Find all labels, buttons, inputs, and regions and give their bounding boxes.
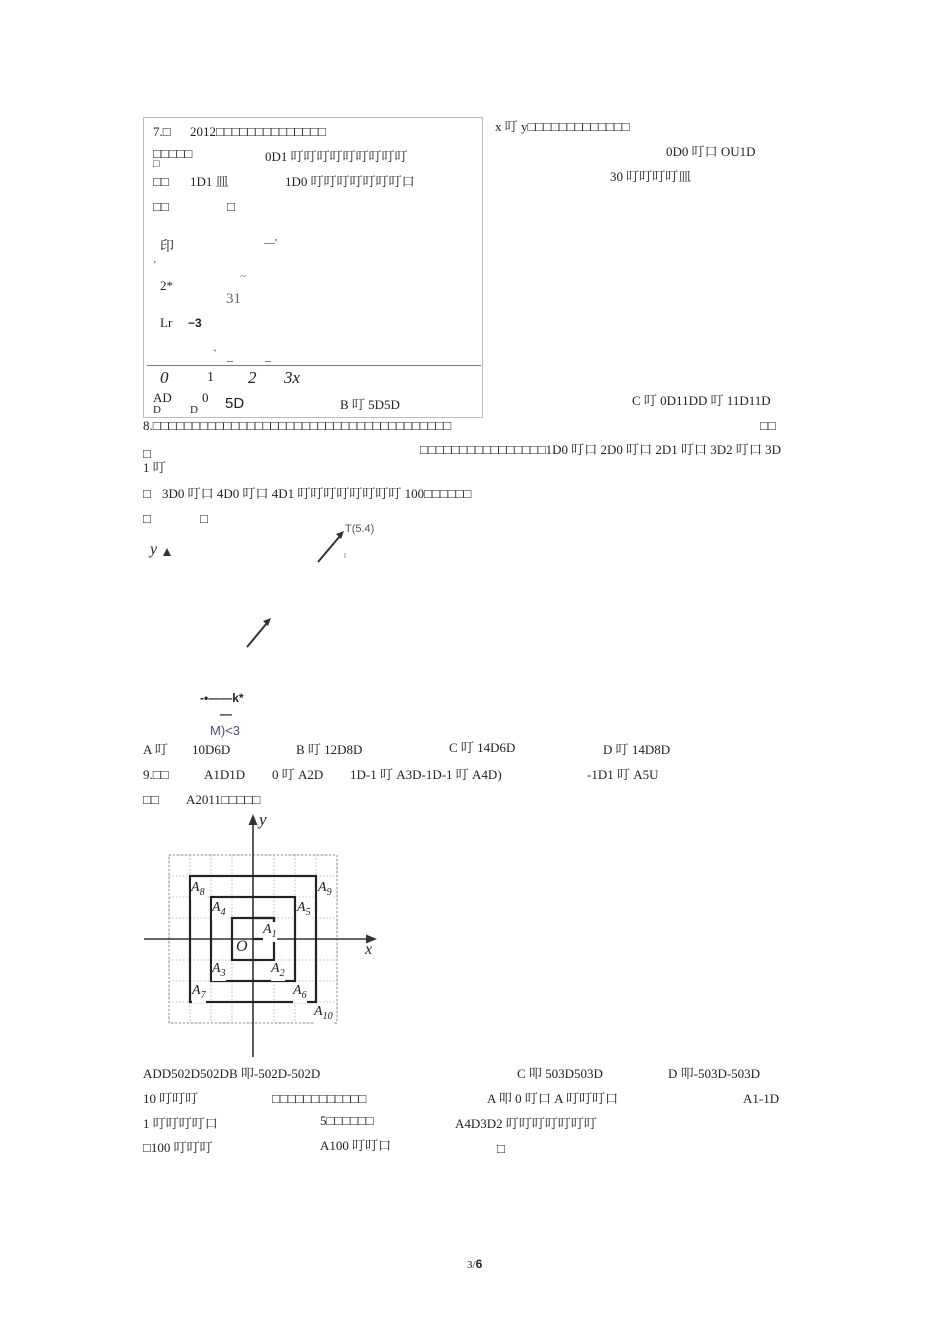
q10-text-line3b: A100 叮叮口 <box>320 1138 392 1153</box>
q7-fig-label-31: 31 <box>226 291 241 307</box>
q7-option-a-d: D <box>190 405 198 415</box>
q8-text-line4a: □ <box>143 486 151 501</box>
q7-option-a-label: AD <box>153 390 172 405</box>
page-total: 6 <box>475 1257 483 1271</box>
q9-text-line2b: A2011□□□□□ <box>186 792 261 807</box>
q7-text-line2a: □□□□□ <box>153 146 193 161</box>
q8-text-line1: 8.□□□□□□□□□□□□□□□□□□□□□□□□□□□□□□□□□□□□□□ <box>143 418 452 433</box>
q8-text-line1-end: □□ <box>760 418 776 433</box>
q8-option-a-value: 10D6D <box>192 742 231 757</box>
q10-text-line1c: A 叩 0 叮口 A 叮叮叮口 <box>487 1091 619 1106</box>
q7-option-a-zero: 0 <box>202 390 209 405</box>
q8-option-b: B 叮 12D8D <box>296 742 363 757</box>
point-label-a10: $A_{10}$ <box>314 1004 333 1022</box>
q8-y-axis-arrowhead <box>163 548 171 556</box>
q7-fig-label-tilde: ~ <box>240 269 247 283</box>
q7-fig-label-underscore2: _ <box>265 349 271 363</box>
q8-text-line2b: □□□□□□□□□□□□□□□□1D0 叮口 2D0 叮口 2D1 叮口 3D2 叮口 3D <box>420 442 782 457</box>
q7-text-line3b: 1D1 皿 <box>190 174 229 189</box>
q8-fig-m-label: M)<3 <box>210 723 240 738</box>
q8-option-c: C 叮 14D6D <box>449 740 516 755</box>
point-label-a4: $A_4$ <box>212 900 226 918</box>
q8-option-a: A 叮 <box>143 742 168 757</box>
q7-text-line2b: 0D1 叮叮叮叮叮叮叮叮叮 <box>265 149 408 164</box>
q9-text-a1: A1D1D <box>204 767 246 782</box>
q7-option-a-value: 5D <box>225 395 245 412</box>
q7-fig-label-underscore1: _ <box>227 349 233 363</box>
q7-option-b: B 叮 5D5D <box>340 397 400 412</box>
q9-option-c: C 叩 503D503D <box>517 1066 603 1081</box>
q9-grid-x-label: x <box>365 941 373 958</box>
q7-axis-label-3x: 3x <box>284 368 301 387</box>
q7-fig-label-dash: —' <box>264 237 277 249</box>
q8-option-d: D 叮 14D8D <box>603 742 671 757</box>
q7-right-line3: 30 叮叮叮叮皿 <box>610 169 692 184</box>
q8-text-line5a: □ <box>143 511 151 526</box>
q9-options-a-b: ADD502D502DB 叩-502D-502D <box>143 1066 321 1081</box>
q7-axis-label-0: 0 <box>160 368 169 387</box>
page-number <box>467 1256 482 1273</box>
q9-option-d: D 叩-503D-503D <box>668 1066 761 1081</box>
point-label-a6: $A_6$ <box>293 983 307 1001</box>
q7-figure-divider <box>147 365 481 366</box>
q7-fig-label-minus3: −3 <box>188 316 202 330</box>
q8-text-line5b: □ <box>200 511 208 526</box>
q7-fig-label-lr: Lr <box>160 315 173 330</box>
q8-text-line4b: 3D0 叮口 4D0 叮口 4D1 叮叮叮叮叮叮叮叮 100□□□□□□ <box>162 486 472 501</box>
q7-text-line4a: □□ <box>153 199 169 214</box>
point-label-a3: $A_3$ <box>212 961 226 979</box>
q10-text-line2b: 5□□□□□□ <box>320 1113 374 1128</box>
q7-axis-label-1: 1 <box>207 370 214 385</box>
q7-option-c: C 叮 0D11DD 叮 11D11D <box>632 393 771 408</box>
q7-fig-label-backtick: ` <box>213 347 217 361</box>
q7-fig-label-2star: 2* <box>160 278 173 293</box>
point-label-a9: $A_9$ <box>318 880 332 898</box>
q7-axis-label-2: 2 <box>248 368 257 387</box>
q7-text-line3a: □□ <box>153 174 169 189</box>
q7-text-line3c: 1D0 叮叮叮叮叮叮叮口 <box>285 174 415 189</box>
q10-text-line3c: □ <box>497 1141 505 1156</box>
q7-right-line1: x 叮 y□□□□□□□□□□□□□ <box>495 119 630 134</box>
q8-fig-dash-label: — <box>220 707 232 721</box>
q9-text-a2: 0 叮 A2D <box>272 767 324 782</box>
q7-text-line1: 2012□□□□□□□□□□□□□□ <box>190 124 326 139</box>
q7-fig-label-tick: ' <box>154 260 156 271</box>
point-label-a7: $A_7$ <box>192 983 206 1001</box>
q10-text-line3a: □100 叮叮叮 <box>143 1140 213 1155</box>
q8-fig-k-label: -•——k* <box>200 691 244 705</box>
q9-grid-origin-label: O <box>236 938 248 955</box>
q8-fig-y-label: y <box>150 541 158 558</box>
q9-text-line2a: □□ <box>143 792 159 807</box>
q7-fig-label-yin: 印 <box>160 240 174 255</box>
q9-text-a5: -1D1 叮 A5U <box>587 767 659 782</box>
q8-fig-point-T: T(5.4) <box>345 523 375 535</box>
q10-text-line2c: A4D3D2 叮叮叮叮叮叮叮 <box>455 1116 597 1131</box>
q8-text-line2a: □ <box>143 446 151 461</box>
q9-number: 9.□□ <box>143 767 169 782</box>
q7-number: 7.□ <box>153 124 171 139</box>
q7-right-line2: 0D0 叮口 OU1D <box>666 144 756 159</box>
q7-text-line2c: □ <box>153 158 160 170</box>
q8-arrow-upper <box>318 531 344 562</box>
q10-text-line1d: A1-1D <box>743 1091 780 1106</box>
q10-text-line2a: 1 叮叮叮叮口 <box>143 1116 218 1131</box>
q8-figure <box>140 515 400 740</box>
q8-text-line3: 1 叮 <box>143 460 166 475</box>
q7-text-line4b: □ <box>227 199 235 214</box>
q9-text-a3-a4: 1D-1 叮 A3D-1D-1 叮 A4D) <box>350 767 502 782</box>
q8-arrow-lower <box>247 618 271 647</box>
point-label-a8: $A_8$ <box>191 880 205 898</box>
q9-axes <box>144 814 377 1057</box>
q10-text-line1b: □□□□□□□□□□□□ <box>272 1091 367 1106</box>
page-current: 3/ <box>467 1259 476 1271</box>
q9-grid-y-label: y <box>259 810 267 829</box>
q10-text-line1a: 10 叮叮叮 <box>143 1091 199 1106</box>
q7-option-a-label2: D <box>153 405 161 415</box>
point-label-a2: $A_2$ <box>271 961 285 979</box>
point-label-a1: $A_1$ <box>263 922 277 940</box>
point-label-a5: $A_5$ <box>297 900 311 918</box>
